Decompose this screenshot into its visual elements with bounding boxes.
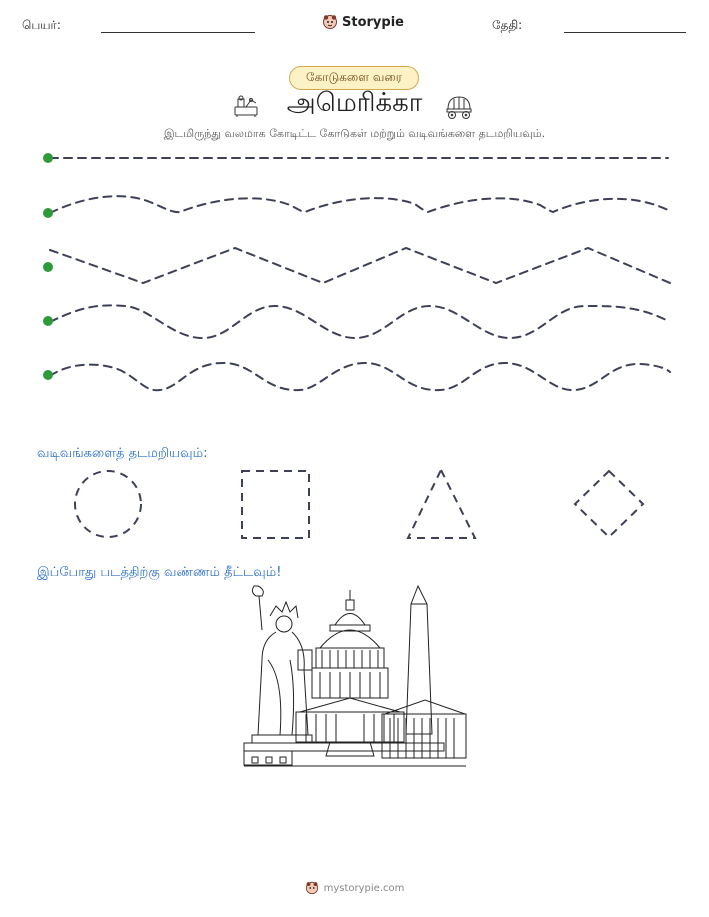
brand-name: Storypie [342,14,404,30]
footer [0,881,709,895]
shapes-heading: வடிவங்களைத் தடமறியவும்: [37,446,208,461]
worksheet-tag: கோடுகளை வரை [289,66,419,90]
memorial-building-icon [382,700,466,758]
coloring-heading: இப்போது படத்திற்கு வண்ணம் தீட்டவும்! [37,565,282,580]
date-label: தேதி: [492,18,523,32]
instructions: இடமிருந்து வலமாக கோடிட்ட கோடுகள் மற்றும் வடிவங்களை தடமறியவும். [163,127,546,140]
name-label: பெயர்: [22,18,61,32]
mascot-icon [305,881,319,895]
monument-icon [406,586,432,734]
footer-site[interactable]: mystorypie.com [323,882,405,894]
page-title: அமெரிக்கா [286,88,423,118]
statue-of-liberty-icon [252,586,312,743]
capitol-icon [296,590,404,756]
